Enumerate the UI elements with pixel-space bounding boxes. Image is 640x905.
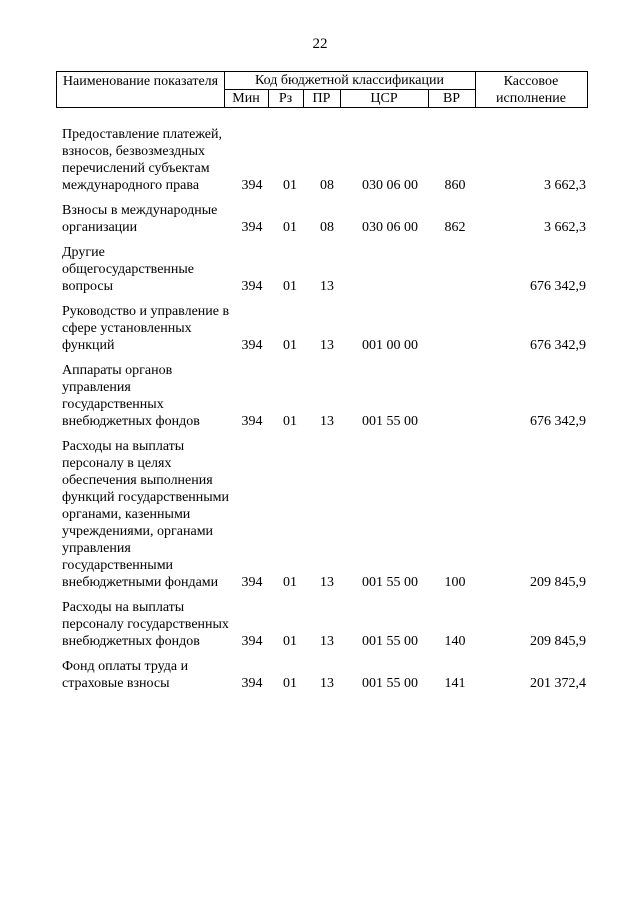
row-min: 394 [241,634,263,649]
row-amount: 3 662,3 [544,220,586,235]
row-name: Расходы на выплаты персоналу в целях обеспечения выполнения функций государственными органами, казенными учреждениями, органами управления государственными внебюджетными фондами [62,439,230,590]
row-amount: 676 342,9 [530,338,586,353]
row-csr: 001 55 00 [362,575,418,590]
row-rz: 01 [283,414,297,429]
row-min: 394 [241,414,263,429]
row-vr: 862 [444,220,466,235]
row-pr: 08 [320,178,334,193]
row-pr: 08 [320,220,334,235]
row-csr: 001 55 00 [362,676,418,691]
row-rz: 01 [283,338,297,353]
row-rz: 01 [283,279,297,294]
row-vr: 860 [444,178,466,193]
row-name: Расходы на выплаты персоналу государственных внебюджетных фондов [62,600,229,649]
row-rz: 01 [283,575,297,590]
header-csr: ЦСР [370,91,398,106]
row-vr: 141 [444,676,466,691]
row-pr: 13 [320,414,334,429]
header-name: Наименование показателя [62,74,219,89]
row-pr: 13 [320,575,334,590]
row-min: 394 [241,338,263,353]
header-amount: Кассовое исполнение [496,74,566,106]
table-row [62,126,592,194]
row-min: 394 [241,178,263,193]
row-pr: 13 [320,279,334,294]
page-number: 22 [312,36,328,52]
row-rz: 01 [283,676,297,691]
row-amount: 676 342,9 [530,279,586,294]
row-vr: 100 [444,575,466,590]
row-csr: 001 55 00 [362,414,418,429]
row-csr: 030 06 00 [362,178,418,193]
row-csr: 030 06 00 [362,220,418,235]
row-name: Другие общегосударственные вопросы [62,245,195,294]
header-rz: Рз [278,91,293,106]
row-amount: 209 845,9 [530,634,586,649]
row-name: Предоставление платежей, взносов, безвозмездных перечислений субъектам международного права [62,127,223,193]
table-row [62,303,592,354]
table-row [62,438,592,591]
table-row [62,658,592,692]
row-min: 394 [241,676,263,691]
table-row [62,244,592,295]
row-rz: 01 [283,220,297,235]
row-amount: 676 342,9 [530,414,586,429]
table-row [62,202,592,236]
header-min: Мин [232,91,260,106]
row-pr: 13 [320,338,334,353]
row-name: Руководство и управление в сфере установленных функций [62,304,230,353]
table-row [62,362,592,430]
header-pr: ПР [312,91,331,106]
row-amount: 209 845,9 [530,575,586,590]
row-rz: 01 [283,178,297,193]
header-code-group: Код бюджетной классификации [255,73,444,88]
row-name: Фонд оплаты труда и страховые взносы [62,659,189,691]
table-row [62,599,592,650]
row-csr: 001 55 00 [362,634,418,649]
table-header [56,71,588,108]
header-vr: ВР [442,91,461,106]
table-body [62,126,592,700]
row-amount: 201 372,4 [530,676,586,691]
row-min: 394 [241,220,263,235]
row-rz: 01 [283,634,297,649]
row-vr: 140 [444,634,466,649]
row-csr: 001 00 00 [362,338,418,353]
row-amount: 3 662,3 [544,178,586,193]
row-pr: 13 [320,634,334,649]
row-name: Взносы в международные организации [62,203,218,235]
row-min: 394 [241,279,263,294]
row-min: 394 [241,575,263,590]
row-name: Аппараты органов управления государственных внебюджетных фондов [62,363,200,429]
row-pr: 13 [320,676,334,691]
